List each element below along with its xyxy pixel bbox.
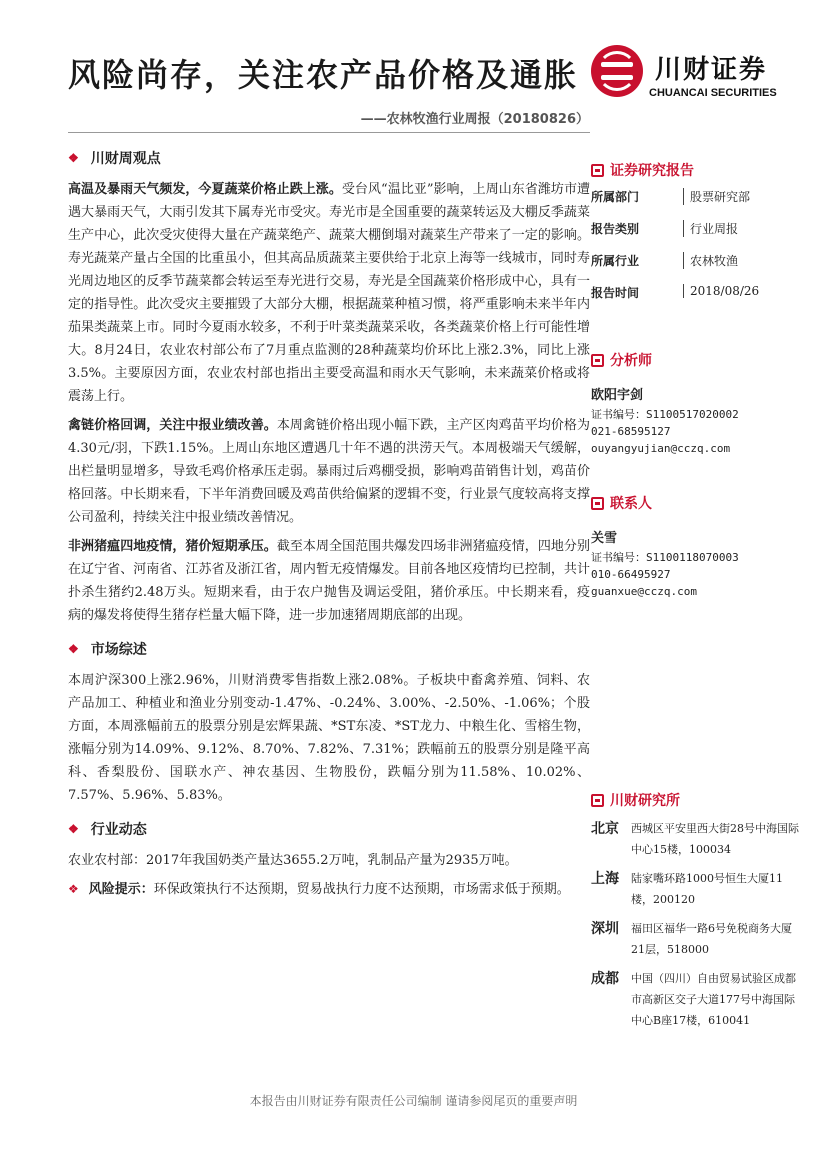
contact-email[interactable]: guanxue@cczq.com bbox=[591, 585, 697, 598]
main-content bbox=[68, 148, 590, 901]
office-entry bbox=[591, 918, 801, 960]
risk-lead: 风险提示： bbox=[88, 882, 154, 897]
company-logo bbox=[591, 45, 791, 105]
diamond-bullet-icon: ❖ bbox=[68, 642, 79, 656]
sidebar bbox=[591, 160, 801, 1039]
risk-warning bbox=[68, 878, 590, 901]
office-entry bbox=[591, 818, 801, 860]
info-value: 农林牧渔 bbox=[683, 252, 801, 269]
paragraph-vegetables bbox=[68, 178, 590, 408]
paragraph-market: 本周沪深300上涨2.96%，川财消费零售指数上涨2.08%。子板块中畜禽养殖、饲料、农产品加工、种植业和渔业分别变动-1.47%、-0.24%、3.00%、-2.50%、-1.06%；个股方面，本周涨幅前五的股票分别是宏辉果蔬、*ST东凌、*ST龙力、中粮生化、雪榕生物，涨幅分别为14.09%、9.12%、8.70%、7.82%、7.31%；跌幅前五的股票分别是隆平高科、香梨股份、国联水产、神农基因、生物股份，跌幅分别为11.58%、10.02%、7.57%、5.96%、5.83%。 bbox=[68, 673, 590, 803]
sidebar-heading-institute bbox=[591, 790, 801, 810]
info-row bbox=[591, 188, 801, 220]
square-bullet-icon bbox=[591, 794, 604, 807]
section-heading-view bbox=[68, 148, 590, 168]
page-footer: 本报告由川财证券有限责任公司编制 谨请参阅尾页的重要声明 bbox=[249, 1094, 578, 1108]
section-title: 川财周观点 bbox=[90, 151, 161, 167]
office-entry bbox=[591, 968, 801, 1031]
info-value: 2018/08/26 bbox=[683, 284, 801, 298]
sidebar-heading-contact bbox=[591, 493, 801, 513]
info-row bbox=[591, 284, 801, 316]
diamond-bullet-icon: ❖ bbox=[68, 882, 79, 896]
paragraph-poultry bbox=[68, 414, 590, 529]
info-key: 报告类别 bbox=[591, 222, 640, 236]
paragraph-lead: 禽链价格回调，关注中报业绩改善。 bbox=[68, 418, 277, 433]
report-title: 风险尚存，关注农产品价格及通胀 bbox=[68, 56, 579, 94]
sidebar-heading-text: 川财研究所 bbox=[610, 793, 680, 809]
analyst-email[interactable]: ouyangyujian@cczq.com bbox=[591, 442, 731, 455]
diamond-bullet-icon: ❖ bbox=[68, 151, 79, 165]
section-heading-industry bbox=[68, 819, 590, 839]
paragraph-lead: 高温及暴雨天气频发，今夏蔬菜价格止跌上涨。 bbox=[68, 182, 342, 197]
paragraph-body: 截至本周全国范围共爆发四场非洲猪瘟疫情，四地分别在辽宁省、河南省、江苏省及浙江省，周内暂无疫情爆发。目前各地区疫情均已控制，共计扑杀生猪约2.48万头。短期来看，由于农户抛售及调运受阻，猪价承压。中长期来看，疫病的爆发将使得生猪存栏量大幅下降，进一步加速猪周期底部的出现。 bbox=[68, 539, 590, 623]
risk-body: 环保政策执行不达预期，贸易战执行力度不达预期，市场需求低于预期。 bbox=[153, 882, 570, 897]
office-address: 西城区平安里西大街28号中海国际中心15楼，100034 bbox=[631, 822, 799, 856]
sidebar-heading-report bbox=[591, 160, 801, 180]
paragraph-lead: 非洲猪瘟四地疫情，猪价短期承压。 bbox=[68, 539, 277, 554]
logo-mark-icon bbox=[591, 45, 643, 97]
analyst-phone: 021-68595127 bbox=[591, 425, 671, 438]
logo-english-name: CHUANCAI SECURITIES bbox=[649, 87, 777, 99]
office-address: 中国（四川）自由贸易试验区成都市高新区交子大道177号中海国际中心B座17楼，610041 bbox=[631, 972, 796, 1027]
paragraph-body: 受台风“温比亚”影响，上周山东省潍坊市遭遇大暴雨天气，大雨引发其下属寿光市受灾。寿光市是全国重要的蔬菜转运及大棚反季蔬菜生产中心，此次受灾使得大量在产蔬菜绝产、蔬菜大棚倒塌对蔬菜生产带来了一定的影响。寿光蔬菜产量占全国的比重虽小，但其高品质蔬菜主要供给于北京上海等一线城市，同时寿光周边地区的反季节蔬菜都会转运至寿光进行交易，寿光是全国蔬菜价格形成中心，具有一定的指导性。此次受灾主要摧毁了大部分大棚，根据蔬菜种植习惯，将严重影响未来半年内茄果类蔬菜上市。同时今夏雨水较多，不利于叶菜类蔬菜采收，各类蔬菜价格上行可能性增大。8月24日，农业农村部公布了7月重点监测的28种蔬菜均价环比上涨2.3%，同比上涨3.5%。主要原因方面，农业农村部也指出主要受高温和雨水天气影响，未来蔬菜价格或将震荡上行。 bbox=[68, 182, 590, 404]
analyst-name: 欧阳宇剑 bbox=[591, 388, 644, 403]
office-city: 成都 bbox=[591, 971, 619, 987]
sidebar-heading-text: 分析师 bbox=[610, 353, 652, 369]
contact-name: 关雪 bbox=[591, 531, 618, 546]
diamond-bullet-icon: ❖ bbox=[68, 822, 79, 836]
office-city: 深圳 bbox=[591, 921, 619, 937]
section-heading-market bbox=[68, 639, 590, 659]
square-bullet-icon bbox=[591, 354, 604, 367]
info-key: 所属行业 bbox=[591, 254, 640, 268]
paragraph-swine-fever bbox=[68, 535, 590, 627]
sidebar-heading-analyst bbox=[591, 350, 801, 370]
info-row bbox=[591, 252, 801, 284]
info-key: 所属部门 bbox=[591, 190, 640, 204]
office-address: 陆家嘴环路1000号恒生大厦11楼，200120 bbox=[631, 872, 783, 906]
info-value: 股票研究部 bbox=[683, 188, 801, 205]
sidebar-heading-text: 证券研究报告 bbox=[610, 163, 694, 179]
info-key: 报告时间 bbox=[591, 286, 640, 300]
square-bullet-icon bbox=[591, 164, 604, 177]
info-row bbox=[591, 220, 801, 252]
office-address: 福田区福华一路6号免税商务大厦21层，518000 bbox=[631, 922, 792, 956]
contact-phone: 010-66495927 bbox=[591, 568, 671, 581]
office-city: 北京 bbox=[591, 821, 619, 837]
sidebar-heading-text: 联系人 bbox=[610, 496, 652, 512]
section-title: 行业动态 bbox=[90, 822, 147, 838]
office-city: 上海 bbox=[591, 871, 619, 887]
title-divider bbox=[68, 132, 590, 133]
info-value: 行业周报 bbox=[683, 220, 801, 237]
paragraph-industry: 农业农村部：2017年我国奶类产量达3655.2万吨，乳制品产量为2935万吨。 bbox=[68, 853, 518, 868]
section-title: 市场综述 bbox=[90, 642, 147, 658]
report-subtitle: ——农林牧渔行业周报（20180826） bbox=[360, 112, 589, 127]
analyst-cert: 证书编号：S1100517020002 bbox=[591, 408, 739, 421]
logo-chinese-name: 川财证券 bbox=[655, 55, 768, 85]
paragraph-body: 本周禽链价格出现小幅下跌，主产区肉鸡苗平均价格为4.30元/羽，下跌1.15%。上周山东地区遭遇几十年不遇的洪涝天气。本周极端天气缓解，出栏量明显增多，导致毛鸡价格承压走弱。暴雨过后鸡棚受损，影响鸡苗销售计划，鸡苗价格回落。中长期来看，下半年消费回暖及鸡苗供给偏紧的逻辑不变，行业景气度较高将支撑公司盈利，持续关注中报业绩改善情况。 bbox=[68, 418, 590, 525]
office-entry bbox=[591, 868, 801, 910]
contact-cert: 证书编号：S1100118070003 bbox=[591, 551, 739, 564]
square-bullet-icon bbox=[591, 497, 604, 510]
